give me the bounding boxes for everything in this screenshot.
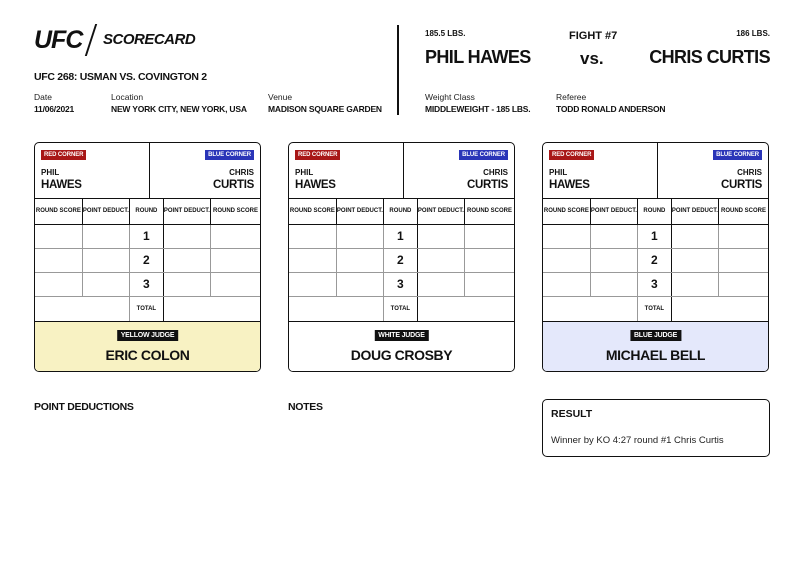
red-first-name: PHIL <box>41 168 60 177</box>
referee-label: Referee <box>556 92 587 102</box>
blue-round-score-cell <box>211 224 261 248</box>
judge-panel <box>35 322 260 371</box>
judge-name: MICHAEL BELL <box>605 347 706 363</box>
round-row <box>35 272 260 296</box>
blue-round-score-cell <box>465 248 515 272</box>
round-row <box>35 224 260 248</box>
judge-scorecard-2 <box>288 142 515 372</box>
red-corner-tag: RED CORNER <box>41 150 86 160</box>
blue-deduct-cell <box>417 272 464 296</box>
red-point-deduct-header: POINT DEDUCT. <box>590 199 637 224</box>
red-round-score-header: ROUND SCORE <box>35 199 82 224</box>
round-number: 1 <box>638 224 672 248</box>
score-grid-header <box>35 199 260 224</box>
red-corner-tag: RED CORNER <box>549 150 594 160</box>
blue-deduct-cell <box>163 272 210 296</box>
red-round-score-header: ROUND SCORE <box>289 199 336 224</box>
round-number: 2 <box>638 248 672 272</box>
red-point-deduct-header: POINT DEDUCT. <box>82 199 129 224</box>
event-name: UFC 268: USMAN VS. COVINGTON 2 <box>34 71 207 83</box>
blue-deduct-cell <box>163 224 210 248</box>
round-number: 3 <box>638 272 672 296</box>
logo-divider <box>85 24 97 56</box>
red-deduct-cell <box>336 248 383 272</box>
red-point-deduct-header: POINT DEDUCT. <box>336 199 383 224</box>
result-text: Winner by KO 4:27 round #1 Chris Curtis <box>551 435 724 446</box>
blue-round-score-cell <box>719 224 769 248</box>
ufc-logo: UFC <box>34 26 83 54</box>
round-number: 3 <box>130 272 164 296</box>
date-label: Date <box>34 92 52 102</box>
blue-corner-tag: BLUE CORNER <box>713 150 762 160</box>
corner-header <box>543 143 768 199</box>
blue-total-cell <box>671 296 768 321</box>
corner-header <box>35 143 260 199</box>
red-round-score-cell <box>35 248 82 272</box>
result-box <box>542 399 770 457</box>
blue-deduct-cell <box>671 272 718 296</box>
red-first-name: PHIL <box>295 168 314 177</box>
blue-total-cell <box>417 296 514 321</box>
red-round-score-cell <box>35 224 82 248</box>
venue-label: Venue <box>268 92 293 102</box>
judge-tag: YELLOW JUDGE <box>117 330 179 341</box>
blue-deduct-cell <box>671 248 718 272</box>
blue-last-name: CURTIS <box>466 179 508 191</box>
blue-deduct-cell <box>163 248 210 272</box>
red-round-score-cell <box>289 248 336 272</box>
round-header: ROUND <box>638 199 672 224</box>
red-round-score-cell <box>543 248 590 272</box>
round-row <box>35 248 260 272</box>
blue-deduct-cell <box>417 248 464 272</box>
round-header: ROUND <box>384 199 418 224</box>
venue-value: MADISON SQUARE GARDEN <box>268 104 382 114</box>
blue-round-score-cell <box>465 272 515 296</box>
red-deduct-cell <box>82 248 129 272</box>
round-row <box>289 224 514 248</box>
judge-panel <box>543 322 768 371</box>
corner-divider <box>403 143 404 199</box>
red-deduct-cell <box>82 224 129 248</box>
score-grid <box>543 199 768 322</box>
blue-first-name: CHRIS <box>229 168 254 177</box>
blue-round-score-header: ROUND SCORE <box>719 199 769 224</box>
vs-label: vs. <box>580 49 604 68</box>
blue-point-deduct-header: POINT DEDUCT. <box>671 199 718 224</box>
round-header: ROUND <box>130 199 164 224</box>
judge-tag: BLUE JUDGE <box>630 330 681 341</box>
judge-name: DOUG CROSBY <box>350 347 453 363</box>
blue-round-score-cell <box>211 248 261 272</box>
score-grid-header <box>543 199 768 224</box>
round-row <box>289 272 514 296</box>
round-row <box>289 248 514 272</box>
red-deduct-cell <box>82 272 129 296</box>
notes-heading: NOTES <box>288 401 323 413</box>
score-grid <box>35 199 260 322</box>
blue-fighter-weight: 186 LBS. <box>736 29 770 38</box>
blue-round-score-cell <box>211 272 261 296</box>
red-last-name: HAWES <box>295 179 336 191</box>
round-number: 2 <box>130 248 164 272</box>
round-number: 2 <box>384 248 418 272</box>
round-row <box>543 272 768 296</box>
total-label: TOTAL <box>130 296 164 321</box>
fight-number: FIGHT #7 <box>569 30 618 42</box>
red-total-cell <box>543 296 638 321</box>
blue-point-deduct-header: POINT DEDUCT. <box>417 199 464 224</box>
red-deduct-cell <box>336 224 383 248</box>
total-row <box>35 296 260 321</box>
red-fighter-weight: 185.5 LBS. <box>425 29 466 38</box>
blue-round-score-header: ROUND SCORE <box>211 199 261 224</box>
round-row <box>543 248 768 272</box>
red-deduct-cell <box>590 224 637 248</box>
total-row <box>289 296 514 321</box>
blue-last-name: CURTIS <box>212 179 254 191</box>
date-value: 11/06/2021 <box>34 104 75 114</box>
round-number: 1 <box>130 224 164 248</box>
header-divider <box>397 25 399 115</box>
blue-total-cell <box>163 296 260 321</box>
point-deductions-heading: POINT DEDUCTIONS <box>34 401 134 413</box>
red-total-cell <box>289 296 384 321</box>
red-first-name: PHIL <box>549 168 568 177</box>
scorecard-title: SCORECARD <box>103 31 196 48</box>
red-round-score-cell <box>289 272 336 296</box>
red-total-cell <box>35 296 130 321</box>
red-deduct-cell <box>590 272 637 296</box>
location-value: NEW YORK CITY, NEW YORK, USA <box>111 104 247 114</box>
weight-class-value: MIDDLEWEIGHT - 185 LBS. <box>425 104 531 114</box>
round-number: 1 <box>384 224 418 248</box>
red-fighter-name: PHIL HAWES <box>425 47 531 67</box>
judge-scorecard-1 <box>34 142 261 372</box>
blue-corner-tag: BLUE CORNER <box>205 150 254 160</box>
blue-fighter-name: CHRIS CURTIS <box>649 47 770 67</box>
corner-divider <box>657 143 658 199</box>
location-label: Location <box>111 92 144 102</box>
judge-tag: WHITE JUDGE <box>374 330 428 341</box>
corner-header <box>289 143 514 199</box>
red-corner-tag: RED CORNER <box>295 150 340 160</box>
blue-round-score-cell <box>719 248 769 272</box>
blue-round-score-cell <box>465 224 515 248</box>
blue-first-name: CHRIS <box>483 168 508 177</box>
blue-last-name: CURTIS <box>720 179 762 191</box>
blue-corner-tag: BLUE CORNER <box>459 150 508 160</box>
blue-first-name: CHRIS <box>737 168 762 177</box>
referee-value: TODD RONALD ANDERSON <box>556 104 666 114</box>
judge-name: ERIC COLON <box>105 347 190 363</box>
red-deduct-cell <box>336 272 383 296</box>
red-round-score-cell <box>35 272 82 296</box>
round-number: 3 <box>384 272 418 296</box>
result-title: RESULT <box>551 408 593 420</box>
red-last-name: HAWES <box>549 179 590 191</box>
total-label: TOTAL <box>638 296 672 321</box>
blue-round-score-header: ROUND SCORE <box>465 199 515 224</box>
weight-class-label: Weight Class <box>425 92 475 102</box>
judge-panel <box>289 322 514 371</box>
total-label: TOTAL <box>384 296 418 321</box>
score-grid <box>289 199 514 322</box>
corner-divider <box>149 143 150 199</box>
total-row <box>543 296 768 321</box>
blue-round-score-cell <box>719 272 769 296</box>
red-round-score-cell <box>543 224 590 248</box>
blue-deduct-cell <box>671 224 718 248</box>
score-grid-header <box>289 199 514 224</box>
red-last-name: HAWES <box>41 179 82 191</box>
red-round-score-header: ROUND SCORE <box>543 199 590 224</box>
judge-scorecard-3 <box>542 142 769 372</box>
blue-point-deduct-header: POINT DEDUCT. <box>163 199 210 224</box>
red-deduct-cell <box>590 248 637 272</box>
red-round-score-cell <box>543 272 590 296</box>
blue-deduct-cell <box>417 224 464 248</box>
red-round-score-cell <box>289 224 336 248</box>
round-row <box>543 224 768 248</box>
